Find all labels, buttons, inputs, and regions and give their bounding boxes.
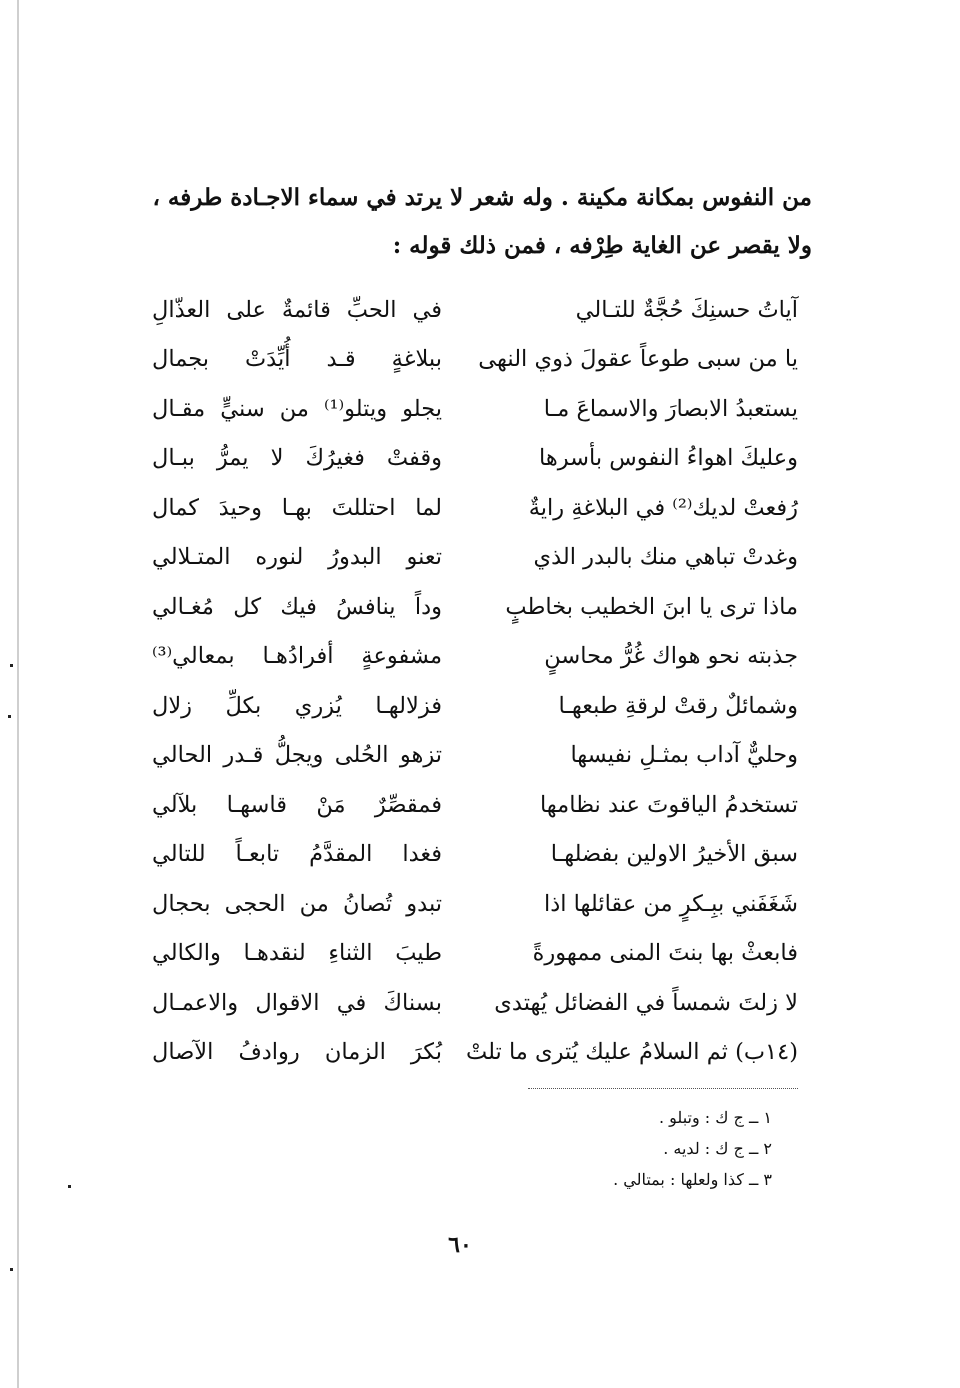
verse-second-hemistich: تعنو البدورُ لنوره المتـلالي xyxy=(152,544,442,571)
scan-speck xyxy=(8,715,11,718)
verse-second-hemistich: فمقصِّرٌ مَنْ قاسهـا بلآلي xyxy=(152,791,442,818)
verse-second-hemistich: تبدو تُصانُ من الحجى بحجال xyxy=(152,890,442,917)
poem-verse xyxy=(152,285,798,335)
scan-speck xyxy=(10,1268,13,1271)
footnotes xyxy=(613,1102,772,1195)
verse-second-hemistich: طيبَ الثناءِ لنقدهـا والكالي xyxy=(152,940,442,967)
scan-speck xyxy=(68,1185,71,1188)
poem-verse xyxy=(152,533,798,583)
poem-verse xyxy=(152,780,798,830)
verse-first-hemistich: جذبته نحو هواك غُرُّ محاسنٍ xyxy=(544,643,798,670)
verse-first-hemistich: وشمائلٌ رقتْ لرقةِ طبعهـا xyxy=(558,692,798,719)
verse-second-hemistich: ببلاغةٍ قـد أُيِّدَتْ بجمال xyxy=(152,346,442,373)
poem-verse xyxy=(152,335,798,385)
poem-verse xyxy=(152,681,798,731)
verse-first-hemistich: فابعثْ بها بنتَ المنى ممهورةً xyxy=(532,940,798,967)
poem-verse xyxy=(152,483,798,533)
page-edge xyxy=(17,0,19,1388)
footnote: ٣ ــ كذا ولعلها : بمتالي . xyxy=(613,1170,772,1189)
poem-verse xyxy=(152,978,798,1028)
verse-first-hemistich: رُفعتْ لديك⁽²⁾ في البلاغةِ رايةٌ xyxy=(528,494,798,521)
poem-verse xyxy=(152,632,798,682)
poem-verse xyxy=(152,731,798,781)
verse-second-hemistich: فزلالهـا يُزري بكلِّ زلال xyxy=(152,692,442,719)
verse-second-hemistich: يجلو ويتلو⁽¹⁾ من سنيٍّ مقـال xyxy=(152,395,442,422)
poem-verse xyxy=(152,879,798,929)
poem-verse xyxy=(152,582,798,632)
verse-second-hemistich: وداً ينافسُ فيك كل مُغـالي xyxy=(152,593,442,620)
verse-second-hemistich: مشفوعةٍ أفرادُهـا بمعالي⁽³⁾ xyxy=(152,643,442,670)
verse-first-hemistich: لا زلتَ شمساً في الفضائل يُهتدى xyxy=(494,989,798,1016)
footnote: ٢ ــ ج ك : لديه . xyxy=(663,1139,772,1158)
verse-first-hemistich: وغدتْ تباهي منك بالبدر الذي xyxy=(533,544,798,571)
poem-verse xyxy=(152,929,798,979)
verse-first-hemistich: شَغَفَني ببِـكرٍ من عقائلها اذا xyxy=(543,890,798,917)
verse-second-hemistich: فغدا المقدَّمُ تابعـاً للتالي xyxy=(152,841,442,868)
verse-first-hemistich: ماذا ترى يا ابنَ الخطيب بخاطبٍ xyxy=(505,593,798,620)
poem-verse xyxy=(152,1028,798,1078)
verse-second-hemistich: بُكرَ الزمان روادفُ الآصال xyxy=(152,1039,442,1066)
verse-first-hemistich: آياتُ حسنِكَ حُجَّةٌ للتـالي xyxy=(575,296,798,323)
verse-second-hemistich: بسناكَ في الاقوال والاعمـال xyxy=(152,989,442,1016)
poem-verse xyxy=(152,384,798,434)
verse-first-hemistich: سبق الأخيرُ الاولين بفضلهـا xyxy=(550,841,798,868)
verse-first-hemistich: (١٤ب) ثم السلامُ عليك يُترى ما تلتْ xyxy=(465,1039,798,1066)
poem-verse xyxy=(152,434,798,484)
scan-speck xyxy=(10,664,13,667)
verse-second-hemistich: في الحبِّ قائمةٌ على العذّالِ xyxy=(152,296,442,323)
verse-first-hemistich: تستخدمُ الياقوتَ عند نظامها xyxy=(539,791,798,818)
verse-second-hemistich: لما احتللتَ بهـا وحيدَ كمال xyxy=(152,494,442,521)
verse-first-hemistich: وحليٌّ آداب بمثـلِ نفيسها xyxy=(570,742,798,769)
footnote: ١ ــ ج ك : وتبلو . xyxy=(658,1108,772,1127)
page-number: ٦٠ xyxy=(448,1232,472,1258)
poem xyxy=(152,285,798,1077)
verse-second-hemistich: وقفتْ فغيرُكَ لا يمرُّ ببـال xyxy=(152,445,442,472)
verse-first-hemistich: وعليكَ اهواءُ النفوس بأسرها xyxy=(539,445,798,472)
verse-second-hemistich: تزهو الحُلى ويجلُّ قـدر الحالي xyxy=(152,742,442,769)
verse-first-hemistich: يا من سبى طوعاً عقولَ ذوي النهى xyxy=(478,346,798,373)
intro-line-2: ولا يقصر عن الغاية طِرْفه ، فمن ذلك قوله : xyxy=(392,232,812,259)
intro-line-1: من النفوس بمكانة مكينة . وله شعر لا يرتد في سماء الاجـادة طرفه ، xyxy=(152,184,812,211)
footnote-divider xyxy=(528,1088,798,1089)
verse-first-hemistich: يستعبدُ الابصارَ والاسماعَ مـا xyxy=(543,395,798,422)
poem-verse xyxy=(152,830,798,880)
